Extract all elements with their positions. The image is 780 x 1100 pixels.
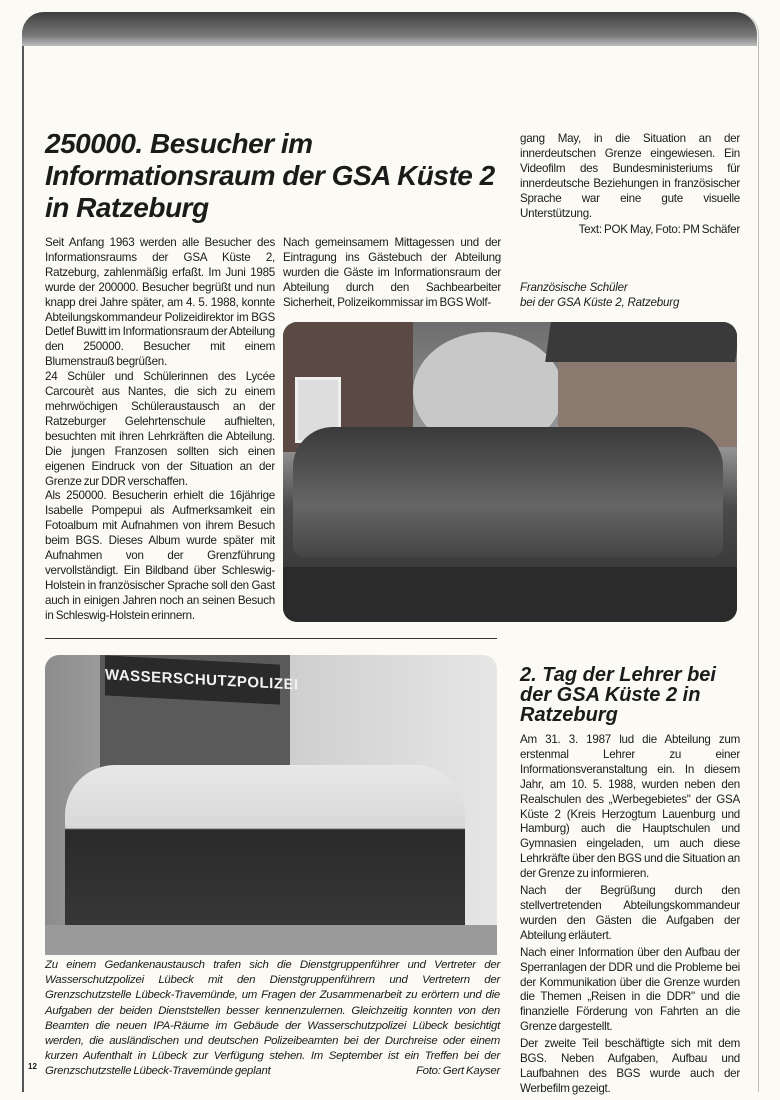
paragraph: Nach der Begrüßung durch den stellvertretenden Abteilungskommandeur wurden den Gästen die Aufgaben der Abteilung erläutert. (520, 884, 740, 942)
building-sign: WASSERSCHUTZPOLIZEI (105, 655, 280, 704)
paragraph: Der zweite Teil beschäftigte sich mit dem BGS. Neben Aufgaben, Aufbau und Laufbahnen des BGS wurde auch der Werbefilm gezeigt. (520, 1037, 740, 1095)
caption-text: Zu einem Gedankenaustausch trafen sich die Dienstgruppenführer und Vertreter der Wasserschutzpolizei Lübeck mit den Dienstgruppenführern und Vertretern der Grenzschutzstelle Lübeck-Travemünde, um Fragen der Zusammenarbeit zu erörtern und die Aufgaben der beiden Dienststellen besser kennenzulernen. Gleichzeitig konnten von den Beamten die neuen IPA-Räume im Gebäude der Wasserschutzpolizei Lübeck besichtigt werden, die ausländischen und deutschen Polizeibeamten bei der Durchreise oder einem kurzen Aufenthalt in Lübeck zur Verfügung stehen. Im September ist ein Treffen bei der Grenzschutzstelle Lübeck-Travemünde geplant (45, 959, 500, 1078)
pavement (45, 925, 497, 955)
photo-french-students (283, 322, 737, 622)
paragraph: Nach einer Information über den Aufbau der Sperranlagen der DDR und die Probleme bei der Kommunikation über die Grenze wurden die Themen „Reisen in die DDR" und die finanzielle Förderung von Fahrten an die Grenze dargestellt. (520, 945, 740, 1034)
paragraph: Als 250000. Besucherin erhielt die 16jährige Isabelle Pompepui als Aufmerksamkeit ein Fotoalbum mit Aufnahmen von ihrem Besuch beim BGS. Dieses Album wurde später mit Aufnahmen von der Grenzführung vervollständigt. Ein Bildband über Schleswig-Holstein in französischer Sprache soll den Gast auch in einigen Jahren noch an seinen Besuch in Schleswig-Holstein erinnern. (45, 489, 275, 622)
page-header-bar (22, 12, 757, 46)
group-of-people (293, 427, 723, 557)
article-title-2: 2. Tag der Lehrer bei der GSA Küste 2 in Ratzeburg (520, 664, 716, 726)
article-title: 250000. Besucher im Informationsraum der GSA Küste 2 in Ratzeburg (45, 128, 495, 223)
photo-caption-police (45, 958, 500, 1080)
photo-credit: Foto: Gert Kayser (415, 1065, 500, 1078)
paragraph: Seit Anfang 1963 werden alle Besucher des Informationsraums der GSA Küste 2, Ratzeburg, zahlenmäßig erfaßt. Im Juni 1985 wurde der 200000. Besucher begrüßt und nun knapp drei Jahre später, am 4. 5. 1988, konnte Abteilungskommandeur Polizeidirektor im BGS Detlef Buwitt im Informationsraum der Abteilung den 250000. Besucher mit einem Blumenstrauß begrüßen. (45, 236, 275, 369)
lawn (283, 567, 737, 622)
paragraph: 24 Schüler und Schülerinnen des Lycée Carcourèt aus Nantes, die sich zu einem mehrwöchigen Schüleraustausch an der Ratzeburger Gelehrtenschule aufhielten, besuchten mit ihren Lehrkräften die Abteilung. Die jungen Franzosen sollten sich einen eigenen Eindruck von der Situation an der Grenze zur DDR verschaffen. (45, 370, 275, 488)
article-2-body (520, 733, 740, 1099)
photo-police-group (45, 655, 497, 955)
roof (545, 322, 737, 362)
group-of-officers (65, 765, 465, 945)
paragraph: gang May, in die Situation an der innerdeutschen Grenze eingewiesen. Ein Videofilm des Bundesministeriums für innerdeutsche Beziehungen in französischer Sprache war eine gute visuelle Unterstützung. (520, 132, 740, 220)
paragraph: Am 31. 3. 1987 lud die Abteilung zum erstenmal Lehrer zu einer Informationsveranstaltung ein. In diesem Jahr, am 10. 5. 1988, wurden neben den Realschulen des „Werbegebietes" der GSA Küste 2 (Kreis Herzogtum Lauenburg und Hamburg) auch die Hauptschulen und Gymnasien eingeladen, um auch diese Lehrkräfte über den BGS und die Situation an der Grenze zu informieren. (520, 733, 740, 881)
caption-line: Französische Schüler (520, 281, 628, 294)
photo-caption (520, 280, 679, 310)
divider (45, 638, 497, 639)
article-column-2 (283, 236, 501, 311)
caption-line: bei der GSA Küste 2, Ratzeburg (520, 296, 680, 309)
article-credit: Text: POK May, Foto: PM Schäfer (578, 223, 740, 237)
article-column-1 (45, 236, 275, 624)
page-number: 12 (28, 1062, 37, 1071)
paragraph: Nach gemeinsamem Mittagessen und der Eintragung ins Gästebuch der Abteilung wurden die Gäste im Informationsraum der Abteilung durch den Sachbearbeiter Sicherheit, Polizeikommissar im BGS Wolf- (283, 236, 501, 309)
article-column-3 (520, 132, 740, 238)
